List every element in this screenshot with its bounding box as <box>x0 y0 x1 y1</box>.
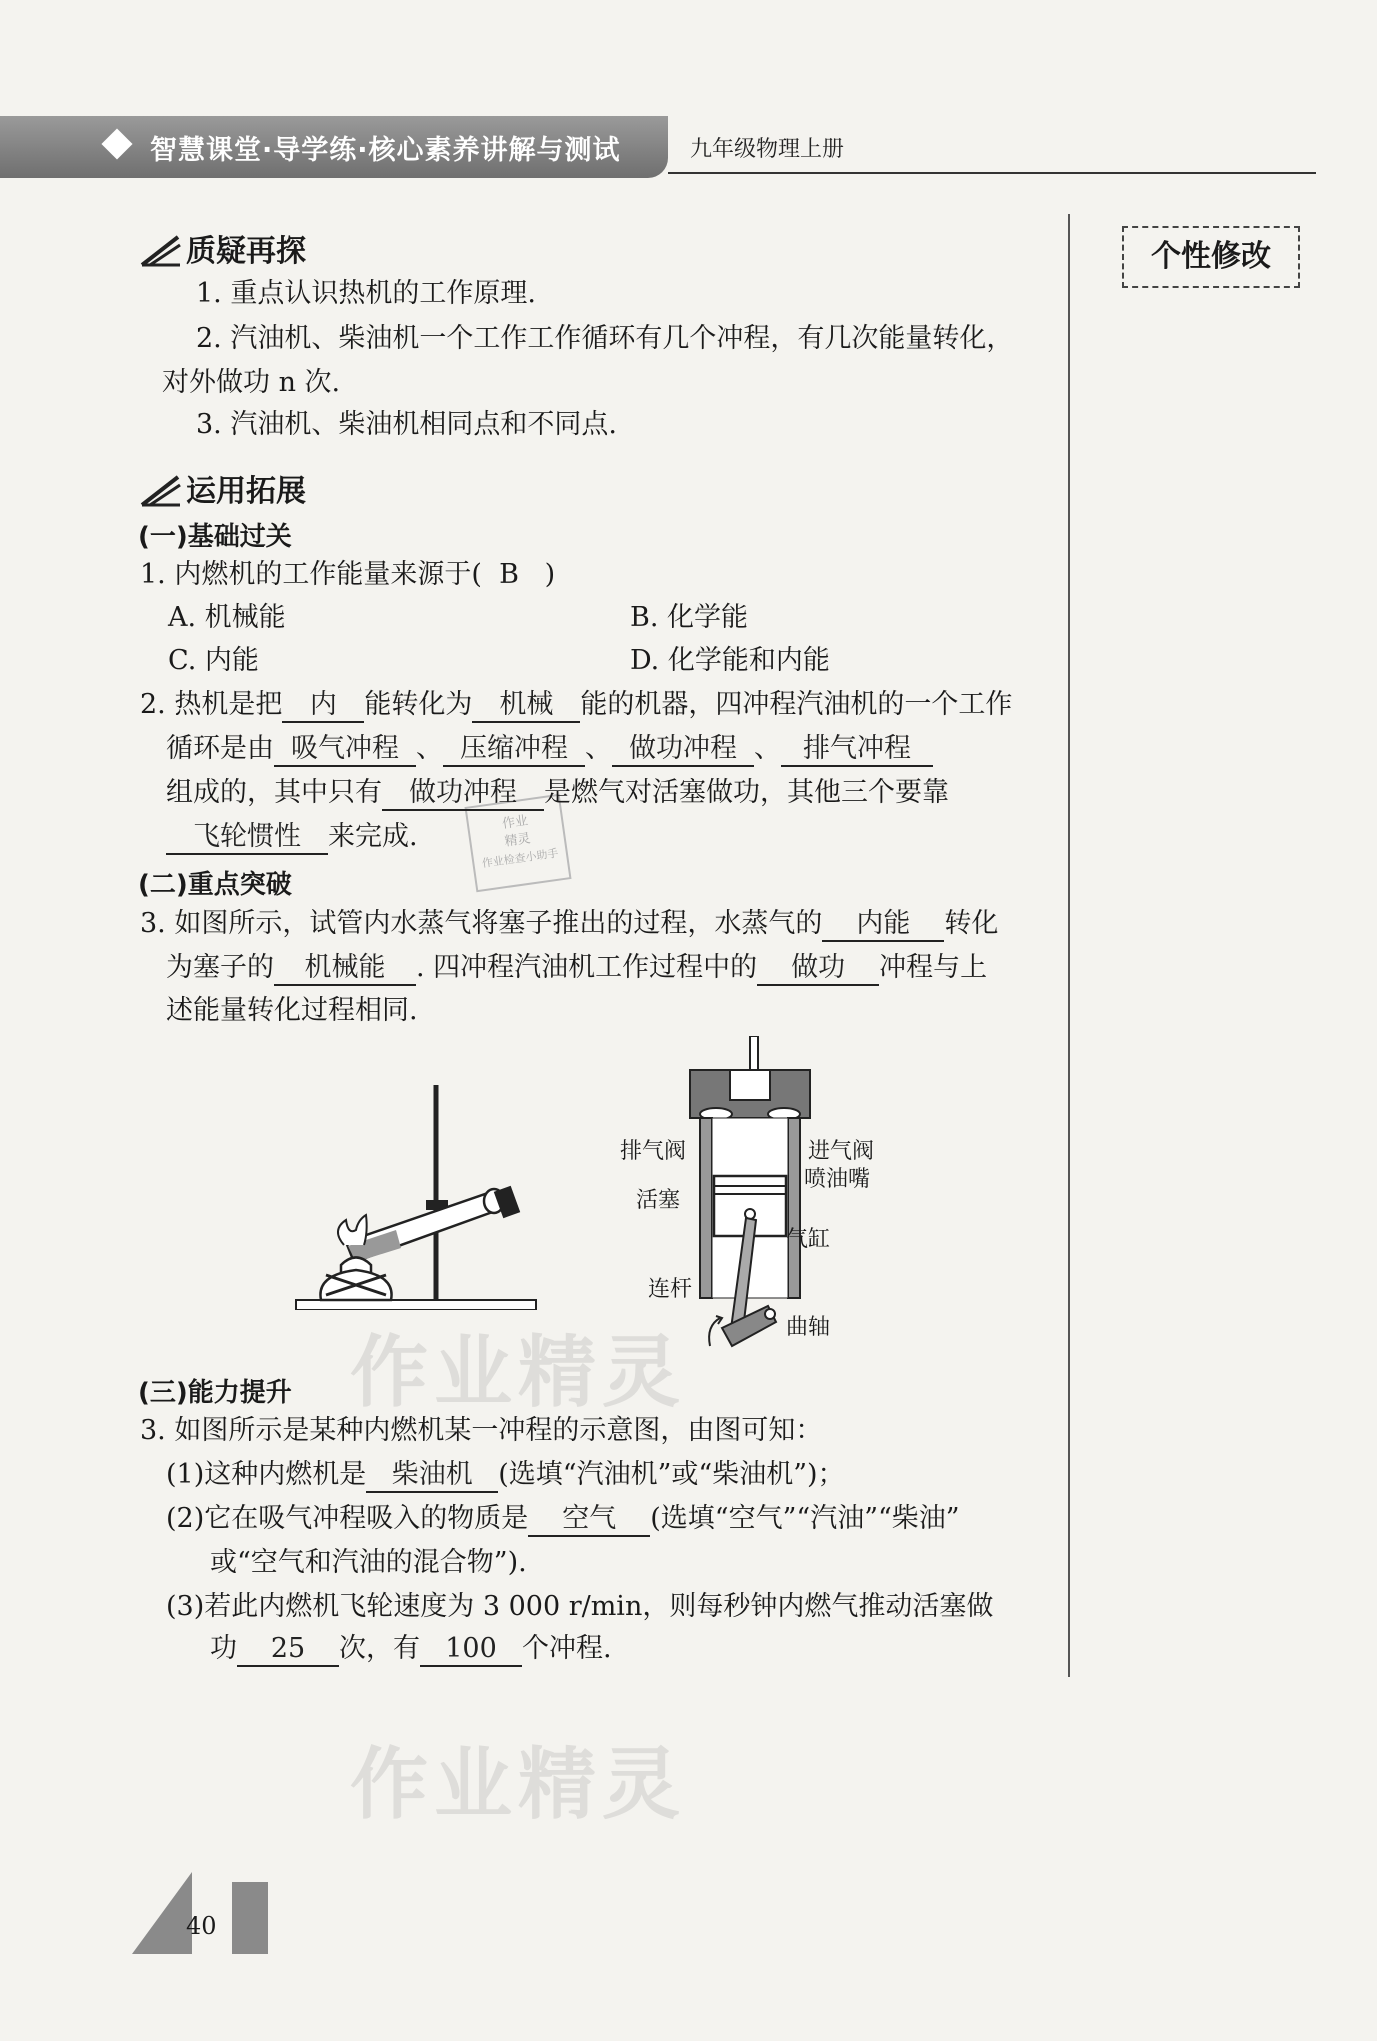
q1-answer: B <box>499 559 519 590</box>
q3-text: 冲程与上 <box>879 952 988 983</box>
label-injector: 喷油嘴 <box>804 1167 871 1192</box>
q3-text: 为塞子的 <box>166 952 274 983</box>
q1-option-c: C. 内能 <box>168 645 259 676</box>
label-piston: 活塞 <box>636 1188 681 1213</box>
q2-text: 来完成. <box>328 821 418 852</box>
q3-line-1 <box>140 907 998 942</box>
q2-line-3 <box>166 776 949 811</box>
sub-heading-3: (三)能力提升 <box>138 1378 292 1408</box>
s1-item-2: 2. 汽油机、柴油机一个工作工作循环有几个冲程，有几次能量转化， <box>196 323 1014 354</box>
stamp-line-1: 作业 <box>501 813 530 832</box>
label-connecting-rod: 连杆 <box>648 1277 693 1302</box>
label-exhaust-valve: 排气阀 <box>620 1139 687 1164</box>
label-cylinder: 气缸 <box>786 1227 831 1252</box>
q3-text: 转化 <box>944 908 999 939</box>
q3-text: 3. 如图所示，试管内水蒸气将塞子推出的过程，水蒸气的 <box>140 908 823 939</box>
q2-blank-5: 做功冲程 <box>612 733 754 767</box>
section1-title-text: 质疑再探 <box>186 234 306 269</box>
q2-separator: 、 <box>585 733 612 764</box>
margin-rule <box>1068 214 1070 1677</box>
engine-cylinder-figure <box>670 1036 840 1356</box>
q2-text: 2. 热机是把 <box>140 689 283 720</box>
q2-text: 能的机器，四冲程汽油机的一个工作 <box>580 689 1013 720</box>
section2-title-text: 运用拓展 <box>186 474 306 509</box>
q4-blank-1: 柴油机 <box>366 1459 498 1493</box>
q1-stem-close: ) <box>544 559 556 590</box>
watermark-2: 作业精灵 <box>350 1740 687 1830</box>
q3-blank-2: 机械能 <box>274 952 416 986</box>
q3-blank-1: 内能 <box>822 908 944 942</box>
test-tube-figure <box>286 1080 576 1310</box>
q3-blank-3: 做功 <box>757 952 879 986</box>
q4-part-1 <box>166 1458 845 1493</box>
q4-blank-4: 100 <box>420 1633 522 1667</box>
q2-text: 组成的，其中只有 <box>166 777 382 808</box>
q3-line-3: 述能量转化过程相同. <box>166 995 418 1026</box>
s1-item-1: 1. 重点认识热机的工作原理. <box>196 278 536 309</box>
q2-blank-6: 排气冲程 <box>781 733 933 767</box>
q4-text: 次，有 <box>339 1633 420 1664</box>
q4-part-3-cont <box>210 1632 612 1667</box>
q2-text: 循环是由 <box>166 733 274 764</box>
section-title-2 <box>140 466 306 510</box>
stamp-line-3: 作业检查小助手 <box>481 846 560 871</box>
pen-icon <box>140 233 182 267</box>
pen-icon <box>140 473 182 507</box>
q4-text: 个冲程. <box>522 1633 612 1664</box>
q2-text: 能转化为 <box>364 689 473 720</box>
q1-option-d: D. 化学能和内能 <box>630 645 830 676</box>
q4-text: (2)它在吸气冲程吸入的物质是 <box>166 1503 529 1534</box>
q2-text: 是燃气对活塞做功，其他三个要靠 <box>544 777 949 808</box>
s1-item-3: 3. 汽油机、柴油机相同点和不同点. <box>196 409 617 440</box>
q4-text: (1)这种内燃机是 <box>166 1459 367 1490</box>
q1-option-a: A. 机械能 <box>168 602 286 633</box>
q2-blank-3: 吸气冲程 <box>274 733 416 767</box>
label-intake-valve: 进气阀 <box>808 1139 875 1164</box>
q4-blank-3: 25 <box>237 1633 339 1667</box>
q1-option-b: B. 化学能 <box>630 602 749 633</box>
book-label: 九年级物理上册 <box>690 137 845 162</box>
q2-separator: 、 <box>754 733 781 764</box>
q4-blank-2: 空气 <box>528 1503 650 1537</box>
q4-part-2-cont: 或“空气和汽油的混合物”). <box>210 1547 527 1578</box>
s1-item-2-cont: 对外做功 n 次. <box>162 367 341 398</box>
q2-separator: 、 <box>416 733 443 764</box>
q2-blank-2: 机械 <box>472 689 580 723</box>
margin-notes-box: 个性修改 <box>1122 226 1300 288</box>
q4-stem: 3. 如图所示是某种内燃机某一冲程的示意图，由图可知： <box>140 1415 823 1446</box>
q2-blank-7: 做功冲程 <box>382 777 544 811</box>
q2-line-2 <box>166 732 933 767</box>
q2-blank-4: 压缩冲程 <box>443 733 585 767</box>
section-title-1 <box>140 226 306 270</box>
corner-bar <box>232 1882 268 1954</box>
banner-title: 智慧课堂·导学练·核心素养讲解与测试 <box>150 135 621 166</box>
q4-text: 功 <box>210 1633 237 1664</box>
q4-text: (选填“汽油机”或“柴油机”)； <box>498 1459 845 1490</box>
q4-part-2 <box>166 1502 960 1537</box>
q2-blank-1: 内 <box>282 689 364 723</box>
header-rule <box>668 172 1316 174</box>
q1-stem <box>140 558 555 592</box>
q2-line-4 <box>166 820 418 855</box>
q2-line-1 <box>140 688 1012 723</box>
page-number: 40 <box>186 1912 217 1940</box>
label-crankshaft: 曲轴 <box>786 1315 831 1340</box>
stamp-line-2: 精灵 <box>503 831 532 850</box>
sub-heading-2: (二)重点突破 <box>138 870 292 900</box>
q1-stem-text: 1. 内燃机的工作能量来源于( <box>140 559 482 590</box>
q4-part-3: (3)若此内燃机飞轮速度为 3 000 r/min，则每秒钟内燃气推动活塞做 <box>166 1591 994 1622</box>
watermark-1: 作业精灵 <box>350 1328 687 1418</box>
sub-heading-1: (一)基础过关 <box>138 522 292 552</box>
q4-text: (选填“空气”“汽油”“柴油” <box>650 1503 960 1534</box>
q3-line-2 <box>166 951 987 986</box>
q3-text: . 四冲程汽油机工作过程中的 <box>416 952 758 983</box>
q2-blank-8: 飞轮惯性 <box>166 821 328 855</box>
corner-triangle <box>132 1872 192 1954</box>
